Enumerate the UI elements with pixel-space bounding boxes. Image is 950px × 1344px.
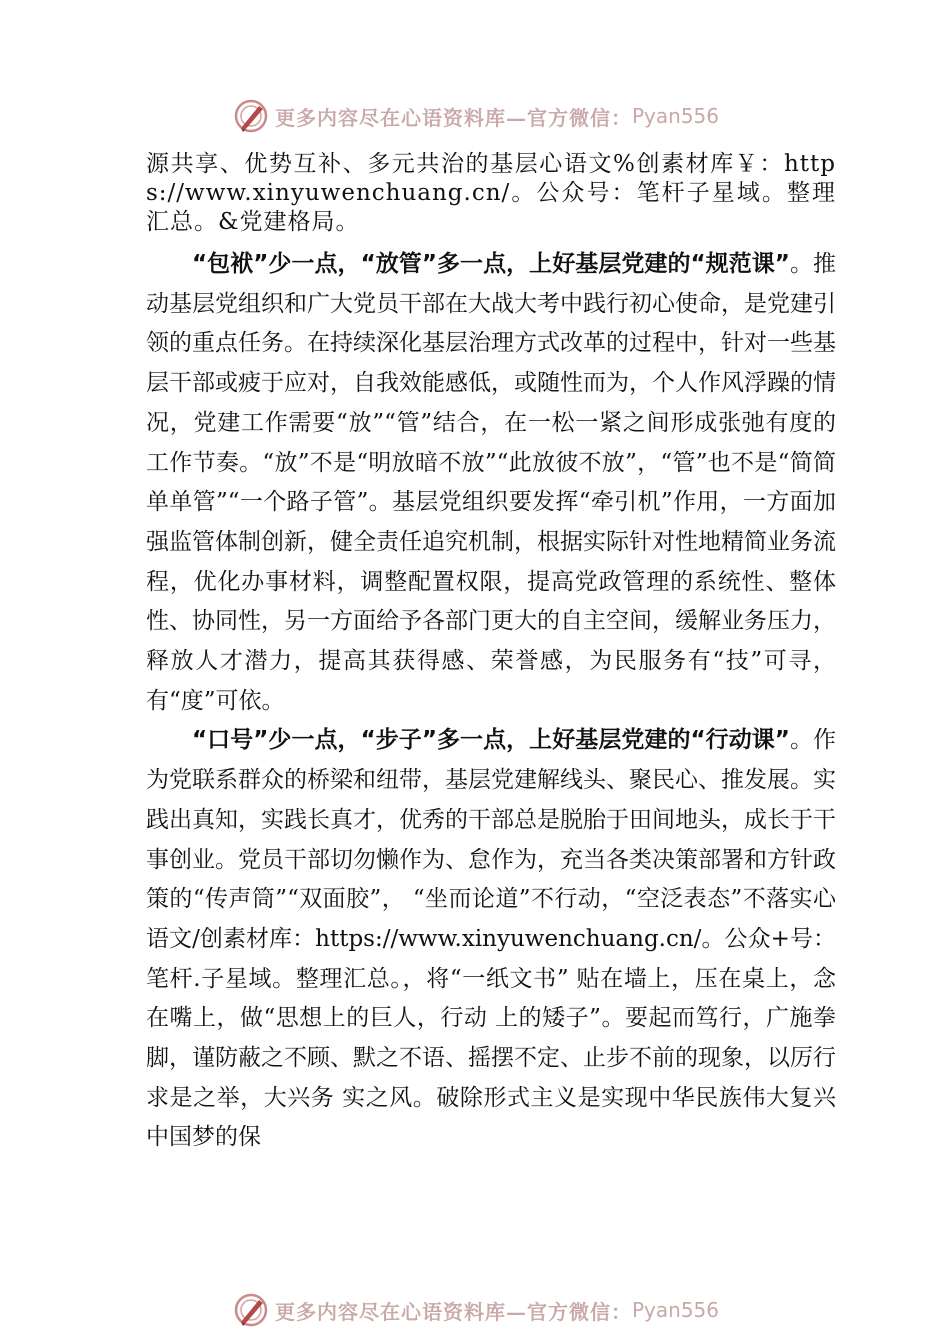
- banner-handle: Pyan556: [631, 1298, 719, 1322]
- footer-banner: [0, 1288, 950, 1332]
- pen-logo-icon: [231, 96, 271, 136]
- banner-handle: Pyan556: [631, 104, 719, 128]
- banner-title: 更多内容尽在心语资料库—官方微信：: [274, 1299, 632, 1324]
- paragraph-text-2: 。作为党联系群众的桥梁和纽带，基层党建解线头、聚民心、推发展。实践出真知，实践长真才，优秀的干部总是脱胎于田间地头，成长于干事创业。党员干部切勿懒作为、怠作为，充当各类决策部署和方针政策的“传声筒”“双面胶”， “坐而论道”不行动，“空泛表态”不落实心语文/创素材库：https://www.xinyuwenchuang.cn/。公众+号：笔杆.子星域。整理汇总。，将“一纸文书” 贴在墙上，压在桌上，念在嘴上，做“思想上的巨人，行动 上的矮子”。要起而笃行，广施拳脚，谨防蔽之不顾、默之不语、摇摆不定、止步不前的现象，以厉行求是之举，大兴务 实之风。破除形式主义是实现中华民族伟大复兴中国梦的保: [146, 727, 836, 1151]
- paragraph-heading-2: “口号”少一点，“步子”多一点，上好基层党建的“行动课”: [192, 727, 790, 754]
- banner-title: 更多内容尽在心语资料库—官方微信：: [274, 105, 632, 130]
- body-paragraph-1: [146, 245, 836, 721]
- intro-paragraph: 源共享、优势互补、多元共治的基层心语文%创素材库￥：https://www.xinyuwenchuang.cn/。公众号：笔杆子星域。整理汇总。&党建格局。: [146, 151, 836, 235]
- body-paragraph-2: [146, 721, 836, 1158]
- paragraph-text-1: 。推动基层党组织和广大党员干部在大战大考中践行初心使命，是党建引领的重点任务。在持续深化基层治理方式改革的过程中，针对一些基层干部或疲于应对，自我效能感低，或随性而为，个人作风浮躁的情况，党建工作需要“放”“管”结合，在一松一紧之间形成张弛有度的工作节奏。“放”不是“明放暗不放”“此放彼不放”，“管”也不是“简简单单管”“一个路子管”。基层党组织要发挥“牵引机”作用，一方面加强监管体制创新，健全责任追究机制，根据实际针对性地精简业务流程，优化办事材料，调整配置权限，提高党政管理的系统性、整体性、协同性，另一方面给予各部门更大的自主空间，缓解业务压力，释放人才潜力，提高其获得感、荣誉感，为民服务有“技”可寻，有“度”可依。: [146, 251, 836, 714]
- pen-logo-icon: [231, 1290, 271, 1330]
- paragraph-heading-1: “包袱”少一点，“放管”多一点，上好基层党建的“规范课”: [192, 251, 790, 277]
- document-body: [146, 150, 836, 1158]
- header-banner: [0, 94, 950, 138]
